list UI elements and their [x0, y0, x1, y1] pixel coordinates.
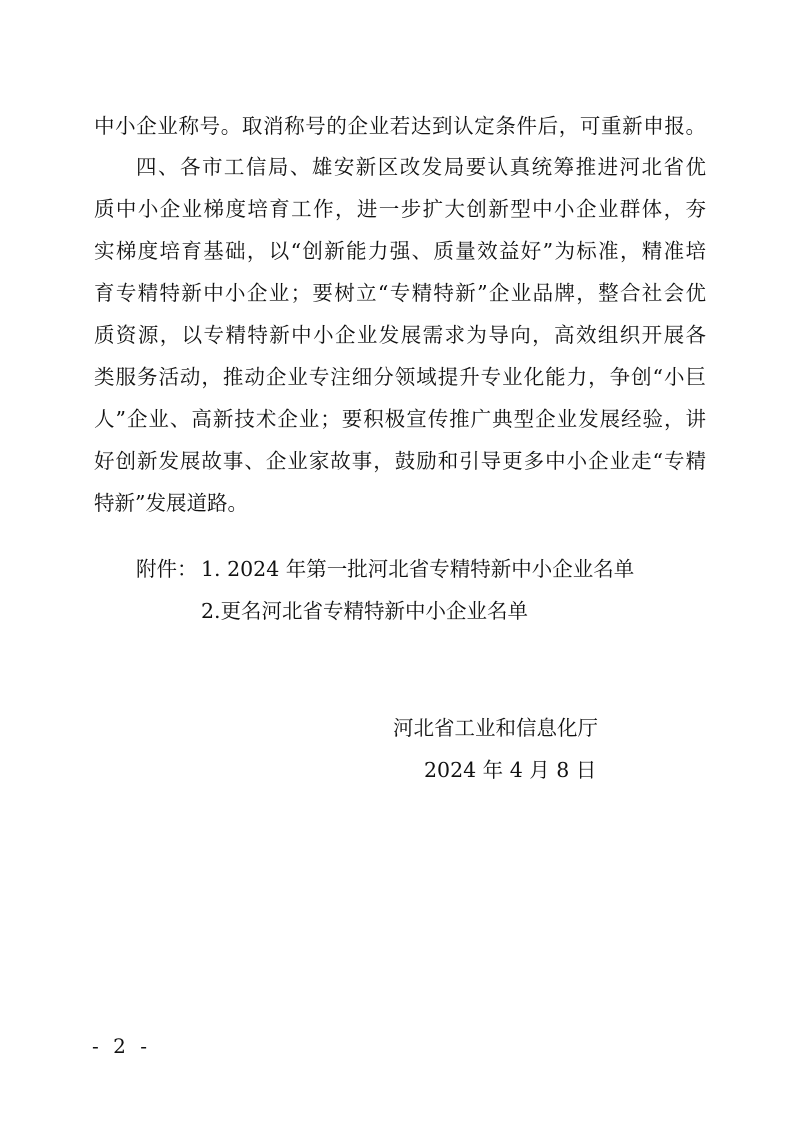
body-line-10: 特新”发展道路。 — [94, 491, 248, 515]
body-line-9: 好创新发展故事、企业家故事，鼓励和引导更多中小企业走“专精 — [94, 449, 706, 473]
body-line-4: 实梯度培育基础，以“创新能力强、质量效益好”为标准，精准培 — [94, 239, 706, 263]
body-line-2: 四、各市工信局、雄安新区改发局要认真统筹推进河北省优 — [136, 155, 706, 179]
body-line-3: 质中小企业梯度培育工作，进一步扩大创新型中小企业群体，夯 — [94, 197, 706, 221]
attachment-item-1: 1. 2024 年第一批河北省专精特新中小企业名单 — [201, 557, 635, 581]
page-number: - 2 - — [92, 1034, 151, 1058]
body-line-1: 中小企业称号。取消称号的企业若达到认定条件后，可重新申报。 — [94, 114, 706, 138]
issue-date: 2024 年 4 月 8 日 — [424, 758, 597, 782]
attachments-label: 附件： — [136, 557, 198, 581]
body-line-7: 类服务活动，推动企业专注细分领域提升专业化能力，争创“小巨 — [94, 365, 706, 389]
body-line-6: 质资源，以专精特新中小企业发展需求为导向，高效组织开展各 — [94, 323, 706, 347]
attachment-item-2: 2.更名河北省专精特新中小企业名单 — [201, 599, 529, 623]
body-line-5: 育专精特新中小企业；要树立“专精特新”企业品牌，整合社会优 — [94, 281, 706, 305]
body-line-8: 人”企业、高新技术企业；要积极宣传推广典型企业发展经验，讲 — [94, 407, 706, 431]
issuing-organization: 河北省工业和信息化厅 — [393, 716, 598, 740]
